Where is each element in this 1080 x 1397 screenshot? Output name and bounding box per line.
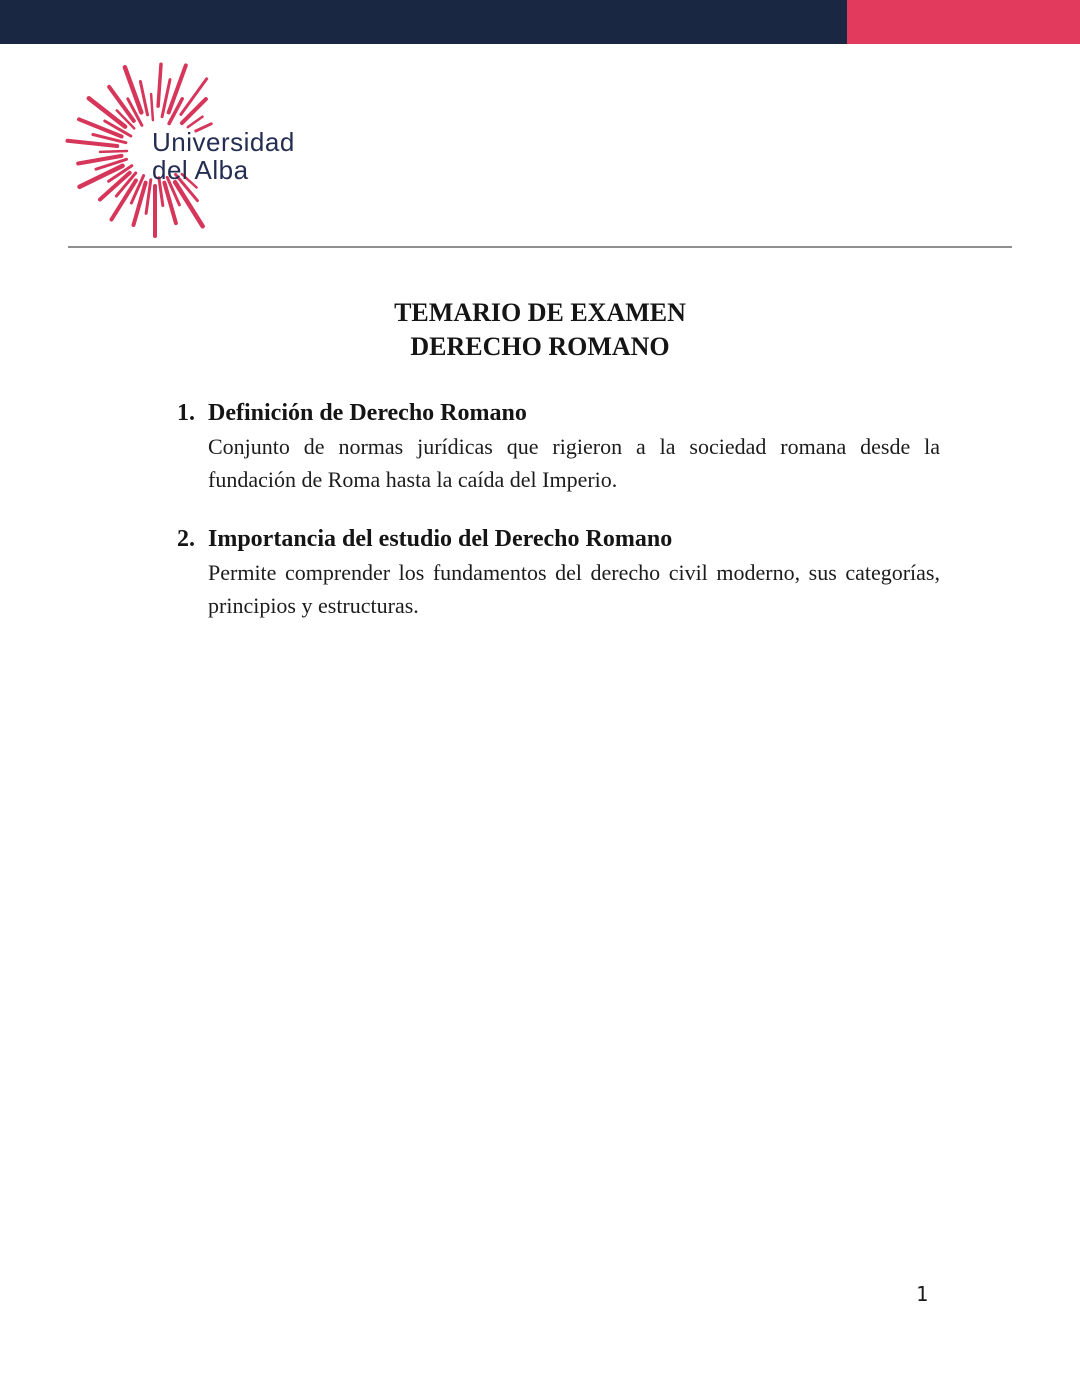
header-divider	[68, 246, 1012, 248]
topic-body: Permite comprender los fundamentos del derecho civil moderno, sus categorías, principios y estructuras.	[208, 560, 940, 618]
exam-topic-list	[177, 397, 940, 649]
header-bar-red-accent	[847, 0, 1080, 44]
university-logo	[55, 56, 305, 241]
topic-number: 2.	[177, 526, 195, 552]
document-title	[0, 296, 1080, 364]
topic-number: 1.	[177, 400, 195, 426]
document-title-line2: DERECHO ROMANO	[410, 332, 670, 361]
topic-heading-row	[177, 523, 940, 556]
page-number: 1	[916, 1282, 929, 1306]
exam-topic-item	[177, 523, 940, 622]
university-logo-text	[152, 128, 295, 184]
topic-heading: Definición de Derecho Romano	[208, 400, 527, 426]
exam-topic-item	[177, 397, 940, 496]
document-title-line1: TEMARIO DE EXAMEN	[394, 298, 686, 327]
logo-name-line1: Universidad	[152, 127, 295, 157]
topic-heading-row	[177, 397, 940, 430]
topic-body: Conjunto de normas jurídicas que rigieron a la sociedad romana desde la fundación de Roma hasta la caída del Imperio.	[208, 434, 940, 492]
header-bar-navy	[0, 0, 847, 44]
logo-name-line2: del Alba	[152, 155, 249, 185]
topic-heading: Importancia del estudio del Derecho Romano	[208, 526, 673, 552]
